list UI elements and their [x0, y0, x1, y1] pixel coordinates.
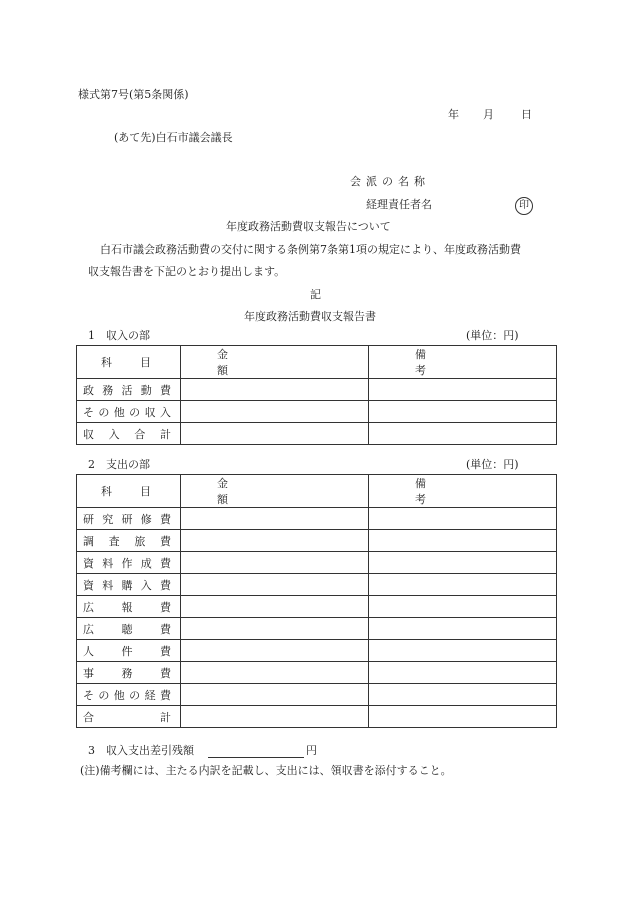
note-cell[interactable]	[369, 379, 557, 401]
amount-cell[interactable]	[181, 552, 369, 574]
balance-row	[88, 744, 317, 758]
table-row	[77, 508, 557, 530]
expense-table	[76, 474, 557, 728]
row-label-text: 広 報 費	[83, 600, 171, 614]
amount-cell[interactable]	[181, 640, 369, 662]
amount-cell[interactable]	[181, 596, 369, 618]
row-label-text: そ の 他 の 収 入	[83, 405, 171, 419]
note-cell[interactable]	[369, 552, 557, 574]
seal-mark: 印	[515, 197, 533, 215]
table-row	[77, 684, 557, 706]
income-unit: (単位：円)	[466, 329, 519, 342]
income-row-label	[77, 379, 181, 401]
balance-amount-field[interactable]	[208, 745, 304, 758]
note-cell[interactable]	[369, 662, 557, 684]
row-label-text: 研 究 研 修 費	[83, 512, 171, 526]
amount-cell[interactable]	[181, 574, 369, 596]
row-label-text: 調 査 旅 費	[83, 534, 171, 548]
row-label-text: そ の 他 の 経 費	[83, 688, 171, 702]
accountant-label: 経理責任者名	[366, 198, 432, 211]
table-row	[77, 401, 557, 423]
table-row	[77, 618, 557, 640]
amount-cell[interactable]	[181, 706, 369, 728]
expense-col-amount	[181, 475, 369, 508]
note-cell[interactable]	[369, 423, 557, 445]
note-cell[interactable]	[369, 640, 557, 662]
row-label-text: 広 聴 費	[83, 622, 171, 636]
table-row	[77, 574, 557, 596]
report-title: 年度政務活動費収支報告書	[244, 310, 376, 323]
row-label-text: 資 料 購 入 費	[83, 578, 171, 592]
income-col-note	[369, 346, 557, 379]
note-cell[interactable]	[369, 508, 557, 530]
ki-mark: 記	[310, 288, 321, 301]
amount-cell[interactable]	[181, 508, 369, 530]
amount-cell[interactable]	[181, 401, 369, 423]
table-row	[77, 596, 557, 618]
balance-unit: 円	[306, 744, 317, 757]
income-row-label	[77, 401, 181, 423]
expense-row-label	[77, 640, 181, 662]
note-cell[interactable]	[369, 596, 557, 618]
body-line-2: 収支報告書を下記のとおり提出します。	[88, 265, 286, 278]
amount-cell[interactable]	[181, 379, 369, 401]
income-table	[76, 345, 557, 445]
expense-col-item-label: 科目	[101, 485, 179, 498]
table-row	[77, 640, 557, 662]
expense-row-label	[77, 508, 181, 530]
date-month: 月	[483, 108, 494, 121]
amount-cell[interactable]	[181, 618, 369, 640]
note-cell[interactable]	[369, 530, 557, 552]
table-row	[77, 423, 557, 445]
note-cell[interactable]	[369, 684, 557, 706]
expense-unit: (単位：円)	[466, 458, 519, 471]
income-header-row	[77, 346, 557, 379]
note-cell[interactable]	[369, 401, 557, 423]
row-label-text: 合 計	[83, 710, 171, 724]
footnote: (注)備考欄には、主たる内訳を記載し、支出には、領収書を添付すること。	[80, 764, 452, 777]
income-heading: 1 収入の部	[88, 329, 150, 342]
table-row	[77, 530, 557, 552]
expense-col-note	[369, 475, 557, 508]
expense-col-note-label: 備考	[415, 477, 498, 506]
table-row	[77, 552, 557, 574]
row-label-text: 政 務 活 動 費	[83, 383, 171, 397]
body-line-1: 白石市議会政務活動費の交付に関する条例第7条第1項の規定により、年度政務活動費	[100, 243, 521, 256]
expense-col-amount-label: 金額	[217, 477, 318, 506]
income-row-label	[77, 423, 181, 445]
expense-row-label	[77, 574, 181, 596]
table-row	[77, 662, 557, 684]
income-col-item-label: 科目	[101, 356, 179, 369]
row-label-text: 事 務 費	[83, 666, 171, 680]
expense-row-label	[77, 552, 181, 574]
expense-row-label	[77, 662, 181, 684]
expense-header-row	[77, 475, 557, 508]
note-cell[interactable]	[369, 618, 557, 640]
expense-row-label	[77, 618, 181, 640]
balance-label: 3 収入支出差引残額	[88, 744, 194, 757]
date-day: 日	[521, 108, 532, 121]
note-cell[interactable]	[369, 706, 557, 728]
addressee: (あて先)白石市議会議長	[114, 131, 233, 144]
amount-cell[interactable]	[181, 684, 369, 706]
expense-col-item	[77, 475, 181, 508]
expense-row-label	[77, 596, 181, 618]
income-col-amount-label: 金額	[217, 348, 318, 377]
amount-cell[interactable]	[181, 662, 369, 684]
income-col-item	[77, 346, 181, 379]
amount-cell[interactable]	[181, 423, 369, 445]
table-row	[77, 379, 557, 401]
form-label: 様式第7号(第5条関係)	[78, 88, 189, 101]
expense-row-label	[77, 530, 181, 552]
expense-row-label	[77, 706, 181, 728]
income-col-amount	[181, 346, 369, 379]
faction-name-label: 会派の名称	[350, 175, 430, 188]
row-label-text: 資 料 作 成 費	[83, 556, 171, 570]
amount-cell[interactable]	[181, 530, 369, 552]
subject-title: 年度政務活動費収支報告について	[226, 220, 391, 233]
date-year: 年	[448, 108, 459, 121]
table-row	[77, 706, 557, 728]
row-label-text: 収 入 合 計	[83, 427, 171, 441]
expense-heading: 2 支出の部	[88, 458, 150, 471]
expense-row-label	[77, 684, 181, 706]
row-label-text: 人 件 費	[83, 644, 171, 658]
income-col-note-label: 備考	[415, 348, 498, 377]
note-cell[interactable]	[369, 574, 557, 596]
